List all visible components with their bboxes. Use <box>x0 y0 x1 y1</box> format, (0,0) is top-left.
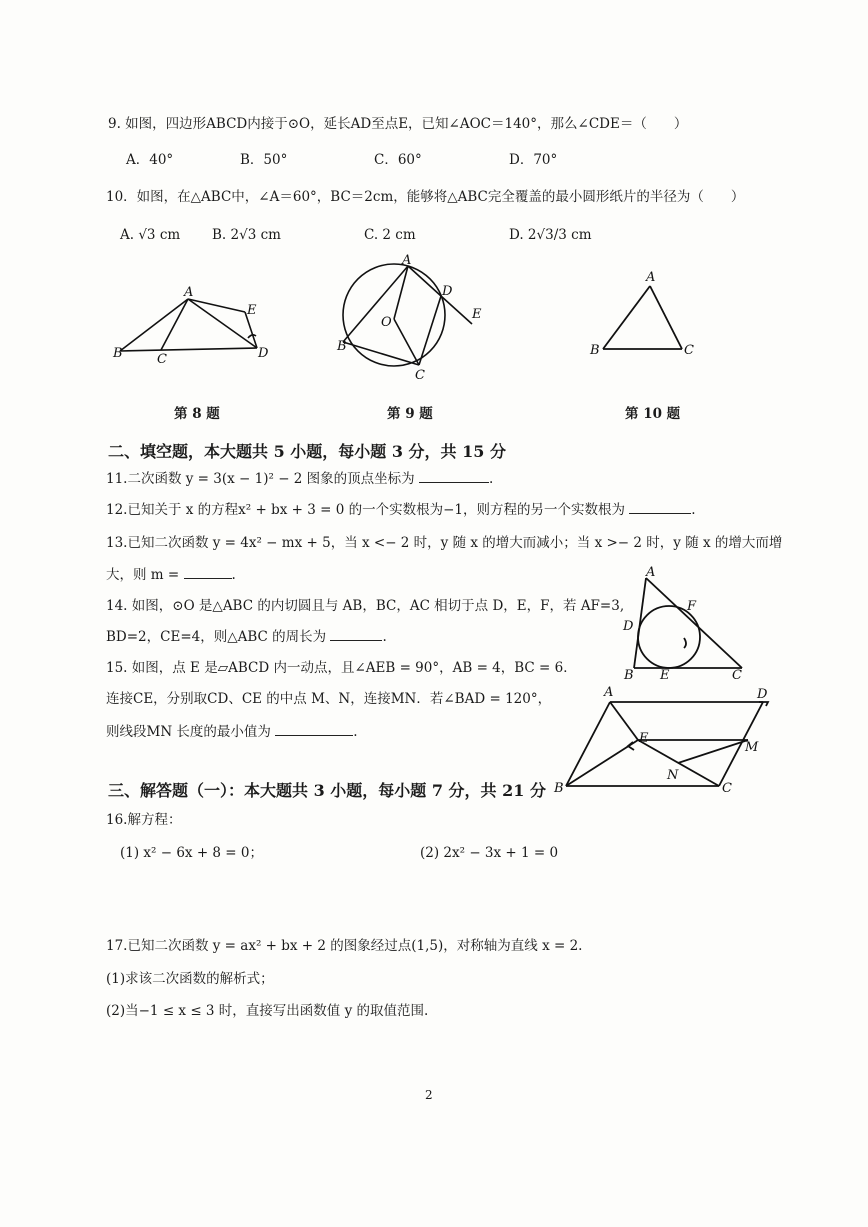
fig8-label-d: D <box>258 346 269 361</box>
fig15-label-e: E <box>639 731 649 746</box>
q11: 11.二次函数 y = 3(x − 1)² − 2 图象的顶点坐标为 . <box>106 471 494 487</box>
q9-option-a: A．40° <box>126 152 174 168</box>
q10-stem: 10．如图，在△ABC中，∠A＝60°，BC＝2cm，能够将△ABC完全覆盖的最小圆形纸片的半径为（ ） <box>106 189 745 205</box>
fig14-label-a: A <box>646 565 656 580</box>
q10-option-b: B. 2√3 cm <box>212 227 281 243</box>
q10-option-a: A. √3 cm <box>120 227 181 243</box>
fig9-label-c: C <box>415 368 425 383</box>
q16-title: 16.解方程： <box>106 812 182 828</box>
q9-option-d: D．70° <box>509 152 558 168</box>
q16-part2: (2) 2x² − 3x + 1 = 0 <box>420 845 559 861</box>
fig8-label-a: A <box>184 285 194 300</box>
q15-line2: 连接CE，分别取CD、CE 的中点 M、N，连接MN．若∠BAD = 120°， <box>106 691 552 707</box>
q14-line1: 14. 如图，⊙O 是△ABC 的内切圆且与 AB，BC，AC 相切于点 D，E，F，若 AF=3, <box>106 598 625 614</box>
q12-answer-blank[interactable] <box>629 501 691 514</box>
q10-option-d: D. 2√3/3 cm <box>509 227 592 243</box>
figure-9 <box>334 252 494 382</box>
fig9-label-a: A <box>402 253 412 268</box>
fig8-caption: 第 8 题 <box>174 406 220 422</box>
fig8-label-b: B <box>113 346 123 361</box>
figure-10 <box>588 268 698 360</box>
fig9-label-e: E <box>472 307 482 322</box>
fig9-label-b: B <box>337 339 347 354</box>
fig8-label-c: C <box>157 352 167 367</box>
q11-text: 11.二次函数 y = 3(x − 1)² − 2 图象的顶点坐标为 <box>106 471 415 487</box>
fig14-label-e: E <box>660 668 670 683</box>
fig10-label-b: B <box>590 343 600 358</box>
q15-text: 则线段MN 长度的最小值为 <box>106 724 271 740</box>
q9-stem: 9. 如图，四边形ABCD内接于⊙O，延长AD至点E，已知∠AOC＝140°，那么∠CDE＝（ ） <box>108 116 688 132</box>
q17-part2: (2)当−1 ≤ x ≤ 3 时，直接写出函数值 y 的取值范围. <box>106 1003 429 1019</box>
fig15-label-n: N <box>667 768 679 783</box>
fig14-label-f: F <box>687 599 697 614</box>
fig9-caption: 第 9 题 <box>387 406 433 422</box>
q17-stem: 17.已知二次函数 y = ax² + bx + 2 的图象经过点(1,5)，对称轴为直线 x = 2. <box>106 938 583 954</box>
q12-text: 12.已知关于 x 的方程x² + bx + 3 = 0 的一个实数根为−1，则方程的另一个实数根为 <box>106 502 625 518</box>
q10-option-c: C. 2 cm <box>364 227 416 243</box>
q13-text: 大，则 m = <box>106 567 180 583</box>
fig15-label-b: B <box>554 781 564 796</box>
fig15-label-a: A <box>604 685 614 700</box>
fig9-label-d: D <box>442 284 453 299</box>
fig10-label-a: A <box>646 270 656 285</box>
q12: 12.已知关于 x 的方程x² + bx + 3 = 0 的一个实数根为−1，则方程的另一个实数根为 . <box>106 502 696 518</box>
fig9-label-o: O <box>381 315 392 330</box>
fig8-label-e: E <box>247 303 257 318</box>
q15-line3: 则线段MN 长度的最小值为 . <box>106 724 358 740</box>
fig10-caption: 第 10 题 <box>625 406 681 422</box>
figure-14 <box>614 560 754 685</box>
section3-heading: 三、解答题（一）：本大题共 3 小题，每小题 7 分，共 21 分 <box>108 781 546 800</box>
figure-8 <box>110 285 280 370</box>
fig10-label-c: C <box>684 343 694 358</box>
q17-part1: (1)求该二次函数的解析式； <box>106 971 274 987</box>
fig15-label-m: M <box>745 740 759 755</box>
q14-answer-blank[interactable] <box>330 628 382 641</box>
fig15-label-c: C <box>722 781 732 796</box>
fig15-label-d: D <box>757 687 768 702</box>
fig14-label-c: C <box>732 668 742 683</box>
q14-text: BD=2，CE=4，则△ABC 的周长为 <box>106 629 327 645</box>
q9-option-c: C．60° <box>374 152 422 168</box>
q13-line2: 大，则 m = . <box>106 567 236 583</box>
q14-line2: BD=2，CE=4，则△ABC 的周长为 . <box>106 629 387 645</box>
q13-answer-blank[interactable] <box>184 566 232 579</box>
q15-answer-blank[interactable] <box>275 723 353 736</box>
fig14-label-d: D <box>623 619 634 634</box>
q16-part1: (1) x² − 6x + 8 = 0； <box>120 845 264 861</box>
q11-answer-blank[interactable] <box>419 470 489 483</box>
figure-15 <box>546 680 781 800</box>
q9-option-b: B．50° <box>240 152 288 168</box>
q13-line1: 13.已知二次函数 y = 4x² − mx + 5，当 x <− 2 时，y 随 x 的增大而减小；当 x >− 2 时，y 随 x 的增大而增 <box>106 535 783 551</box>
section2-heading: 二、填空题，本大题共 5 小题，每小题 3 分，共 15 分 <box>108 442 506 461</box>
q15-line1: 15. 如图，点 E 是▱ABCD 内一动点，且∠AEB = 90°，AB = 4，BC = 6． <box>106 660 577 676</box>
page-number: 2 <box>425 1088 433 1102</box>
fig14-label-b: B <box>624 668 634 683</box>
